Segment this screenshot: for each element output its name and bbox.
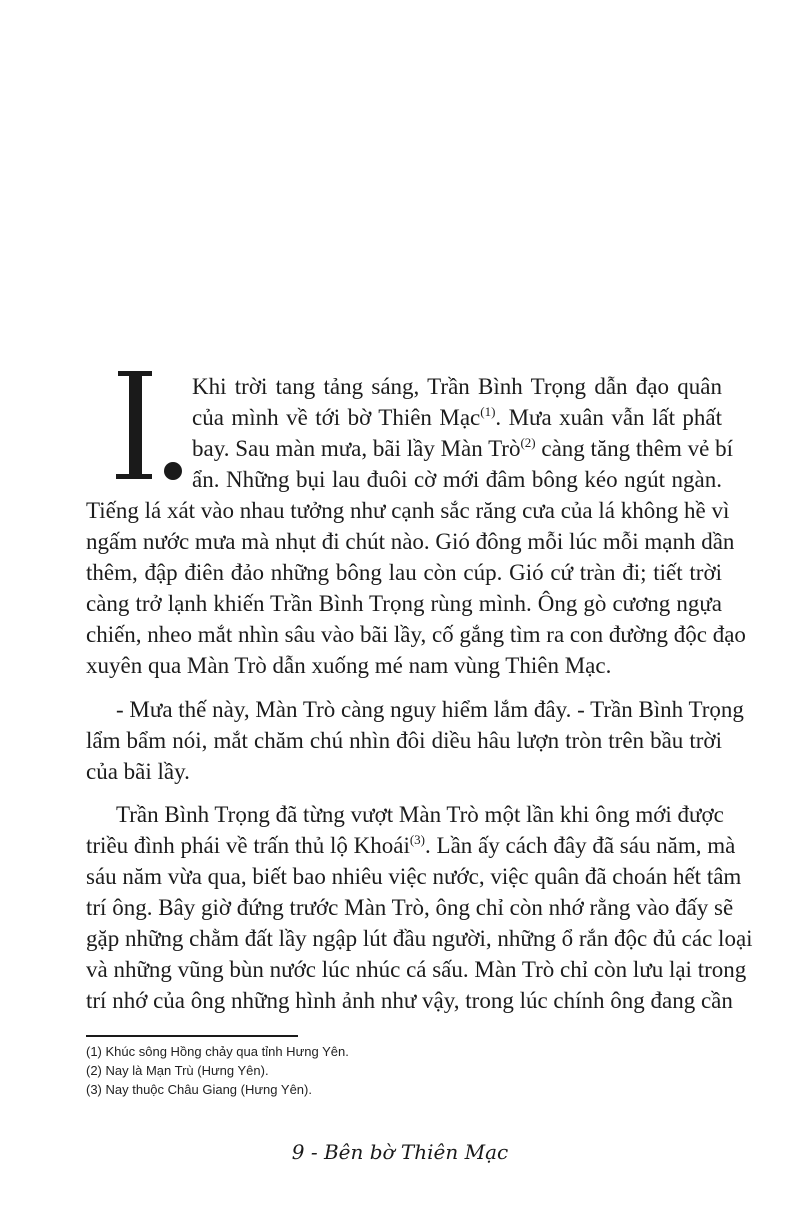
- paragraph-1-line: thêm, đập điên đảo những bông lau còn cúp. Gió cứ tràn đi; tiết trời: [86, 560, 722, 585]
- paragraph-1-line: Tiếng lá xát vào nhau tưởng như cạnh sắc răng cưa của lá không hề vì: [86, 498, 730, 523]
- footnote: (3) Nay thuộc Châu Giang (Hưng Yên).: [86, 1082, 312, 1097]
- paragraph-3-line: và những vũng bùn nước lúc nhúc cá sấu. Màn Trò chỉ còn lưu lại trong: [86, 957, 747, 982]
- paragraph-3-line: Trần Bình Trọng đã từng vượt Màn Trò một lần khi ông mới được: [116, 802, 724, 827]
- paragraph-2-line: của bãi lầy.: [86, 759, 190, 784]
- footnote: (2) Nay là Mạn Trù (Hưng Yên).: [86, 1063, 269, 1078]
- paragraph-3-line: trí nhớ của ông những hình ảnh như vậy, trong lúc chính ông đang cần: [86, 988, 733, 1013]
- paragraph-1-line: chiến, nheo mắt nhìn sâu vào bãi lầy, cố gắng tìm ra con đường độc đạo: [86, 622, 746, 647]
- paragraph-1-line: bay. Sau màn mưa, bãi lầy Màn Trò$^{(2)}$ càng tăng thêm vẻ bí: [192, 435, 733, 461]
- paragraph-3-line: gặp những chằm đất lầy ngập lút đầu người, những ổ rắn độc đủ các loại: [86, 926, 753, 951]
- paragraph-1-line: ngấm nước mưa mà nhụt đi chút nào. Gió đông mỗi lúc mỗi mạnh dần: [86, 529, 735, 554]
- paragraph-1-line: càng trở lạnh khiến Trần Bình Trọng rùng mình. Ông gò cương ngựa: [86, 591, 722, 616]
- drop-cap-letter-i: [116, 371, 150, 479]
- paragraph-1-line: xuyên qua Màn Trò dẫn xuống mé nam vùng Thiên Mạc.: [86, 653, 612, 678]
- paragraph-3-line: sáu năm vừa qua, biết bao nhiêu việc nước, việc quân đã choán hết tâm: [86, 864, 742, 889]
- paragraph-1-line: Khi trời tang tảng sáng, Trần Bình Trọng dẫn đạo quân: [192, 374, 722, 399]
- drop-cap-dot: [164, 462, 182, 480]
- footnote: (1) Khúc sông Hồng chảy qua tỉnh Hưng Yên.: [86, 1044, 349, 1059]
- paragraph-1-line: của mình về tới bờ Thiên Mạc$^{(1)}$. Mưa xuân vẫn lất phất: [192, 404, 722, 430]
- paragraph-3-line: trí ông. Bây giờ đứng trước Màn Trò, ông chỉ còn nhớ rằng vào đấy sẽ: [86, 895, 734, 920]
- footnote-rule: [86, 1035, 298, 1037]
- page-folio: 9 - Bên bờ Thiên Mạc: [291, 1140, 509, 1164]
- paragraph-1-line: ẩn. Những bụi lau đuôi cờ mới đâm bông kéo ngút ngàn.: [192, 467, 722, 492]
- paragraph-2-line: lẩm bẩm nói, mắt chăm chú nhìn đôi diều hâu lượn tròn trên bầu trời: [86, 728, 722, 753]
- paragraph-2-line: - Mưa thế này, Màn Trò càng nguy hiểm lắm đây. - Trần Bình Trọng: [116, 697, 744, 722]
- paragraph-3-line: triều đình phái về trấn thủ lộ Khoái$^{(3)}$. Lần ấy cách đây đã sáu năm, mà: [86, 832, 736, 858]
